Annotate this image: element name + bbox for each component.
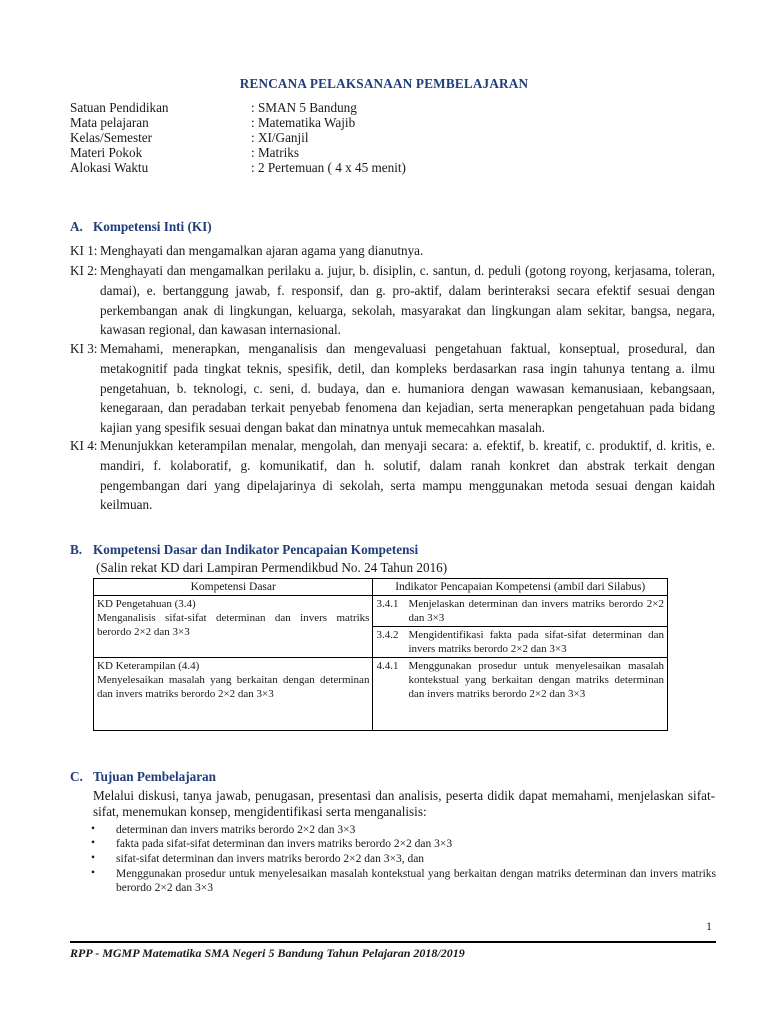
section-c-intro: Melalui diskusi, tanya jawab, penugasan, presentasi dan analisis, peserta didik dapat memahami, menjelaskan sifat-sifat, menemukan konsep, mengidentifikasi serta menganalisis:: [93, 788, 715, 819]
ki-text: Memahami, menerapkan, menganalisis dan mengevaluasi pengetahuan faktual, konseptual, prosedural, dan metakognitif pada tingkat teknis, spesifik, detil, dan kompleks berdasarkan rasa ingin tahunya tentang a. ilmu pengetahuan, b. teknologi, c. seni, d. budaya, dan e. humaniora dengan wawasan kemanusiaan, kebangsaan, kenegaraan, dan peradaban terkait penyebab fenomena dan kejadian, serta menerapkan pengetahuan pada bidang kajian yang spesifik sesuai dengan bakat dan minatnya untuk memecahkan masalah.: [100, 341, 715, 436]
ki-2: [70, 261, 715, 340]
ki-label: KI 4:: [70, 438, 98, 453]
kd-title: KD Keterampilan (4.4): [97, 660, 200, 672]
list-item: Menggunakan prosedur untuk menyelesaikan masalah kontekstual yang berkaitan dengan matriks determinan dan invers matriks berordo 2×2 dan 3×3: [116, 868, 716, 894]
indicator-cell: [373, 658, 668, 731]
section-letter: C.: [70, 769, 83, 784]
indicator-number: 3.4.2: [376, 629, 399, 641]
page-number: 1: [706, 919, 712, 933]
info-label: Satuan Pendidikan: [70, 100, 169, 115]
list-item: sifat-sifat determinan dan invers matriks berordo 2×2 dan 3×3, dan: [116, 853, 425, 865]
info-label: Alokasi Waktu: [70, 160, 149, 175]
document-title: RENCANA PELAKSANAAN PEMBELAJARAN: [239, 76, 529, 91]
footer-divider: [70, 941, 716, 943]
table-header-indikator: Indikator Pencapaian Kompetensi (ambil dari Silabus): [373, 579, 668, 596]
info-label: Kelas/Semester: [70, 130, 153, 145]
ki-text: Menghayati dan mengamalkan ajaran agama yang dianutnya.: [100, 243, 424, 258]
indicator-cell: [373, 627, 668, 658]
section-title: Kompetensi Inti (KI): [93, 219, 212, 234]
kd-pengetahuan-cell: [94, 596, 373, 658]
indicator-number: 3.4.1: [376, 598, 399, 610]
ki-4: [70, 436, 715, 515]
indicator-cell: [373, 596, 668, 627]
info-label: Mata pelajaran: [70, 115, 149, 130]
bullet-icon: •: [91, 837, 96, 849]
bullet-icon: •: [91, 867, 96, 879]
section-letter: B.: [70, 542, 83, 557]
ki-3: [70, 339, 715, 438]
section-b-note: (Salin rekat KD dari Lampiran Permendikbud No. 24 Tahun 2016): [96, 560, 448, 575]
ki-text: Menunjukkan keterampilan menalar, mengolah, dan menyaji secara: a. efektif, b. kreatif, c. produktif, d. kritis, e. mandiri, f. kolaboratif, g. komunikatif, dan h. solutif, dalam ranah konkret dan abstrak terkait dengan pengembangan dari yang dipelajarinya di sekolah, serta mampu menggunakan metoda sesuai dengan kaidah keilmuan.: [100, 438, 715, 513]
ki-label: KI 2:: [70, 263, 98, 278]
ki-label: KI 1:: [70, 243, 98, 258]
info-value: : Matematika Wajib: [251, 115, 356, 130]
ki-label: KI 3:: [70, 341, 98, 356]
ki-text: Menghayati dan mengamalkan perilaku a. jujur, b. disiplin, c. santun, d. peduli (gotong royong, kerjasama, toleran, damai), e. bertanggung jawab, f. responsif, dan g. pro-aktif, dalam berinteraksi secara efektif sesuai dengan perkembangan anak di lingkungan, keluarga, sekolah, masyarakat dan lingkungan alam sekitar, bangsa, negara, kawasan regional, dan kawasan internasional.: [100, 263, 715, 338]
indicator-text: Menjelaskan determinan dan invers matriks berordo 2×2 dan 3×3: [408, 598, 664, 624]
kd-text: Menganalisis sifat-sifat determinan dan invers matriks berordo 2×2 dan 3×3: [97, 612, 370, 638]
info-value: : 2 Pertemuan ( 4 x 45 menit): [251, 160, 406, 175]
info-label: Materi Pokok: [70, 145, 143, 160]
kd-title: KD Pengetahuan (3.4): [97, 598, 196, 610]
info-value: : SMAN 5 Bandung: [251, 100, 357, 115]
indicator-number: 4.4.1: [376, 660, 399, 672]
page-footer: RPP - MGMP Matematika SMA Negeri 5 Bandung Tahun Pelajaran 2018/2019: [70, 946, 465, 960]
indicator-text: Menggunakan prosedur untuk menyelesaikan masalah kontekstual yang berkaitan dengan matriks determinan dan invers matriks berordo 2×2 dan 3×3: [408, 660, 664, 700]
info-value: : Matriks: [251, 145, 299, 160]
section-a-heading: [70, 219, 212, 235]
section-c-heading: [70, 769, 216, 785]
section-letter: A.: [70, 219, 83, 234]
table-header-kd: Kompetensi Dasar: [94, 579, 373, 596]
info-value: : XI/Ganjil: [251, 130, 309, 145]
list-item: determinan dan invers matriks berordo 2×2 dan 3×3: [116, 824, 356, 836]
section-b-heading: [70, 542, 418, 558]
indicator-text: Mengidentifikasi fakta pada sifat-sifat determinan dan invers matriks berordo 2×2 dan 3×3: [408, 629, 664, 655]
section-title: Tujuan Pembelajaran: [93, 769, 216, 784]
bullet-icon: •: [91, 823, 96, 835]
kd-text: Menyelesaikan masalah yang berkaitan dengan determinan dan invers matriks berordo 2×2 dan 3×3: [97, 674, 370, 700]
list-item: fakta pada sifat-sifat determinan dan invers matriks berordo 2×2 dan 3×3: [116, 838, 453, 850]
kd-keterampilan-cell: [94, 658, 373, 731]
kd-table: [93, 578, 668, 731]
bullet-icon: •: [91, 852, 96, 864]
ki-1: [70, 241, 715, 261]
section-title: Kompetensi Dasar dan Indikator Pencapaian Kompetensi: [93, 542, 419, 557]
